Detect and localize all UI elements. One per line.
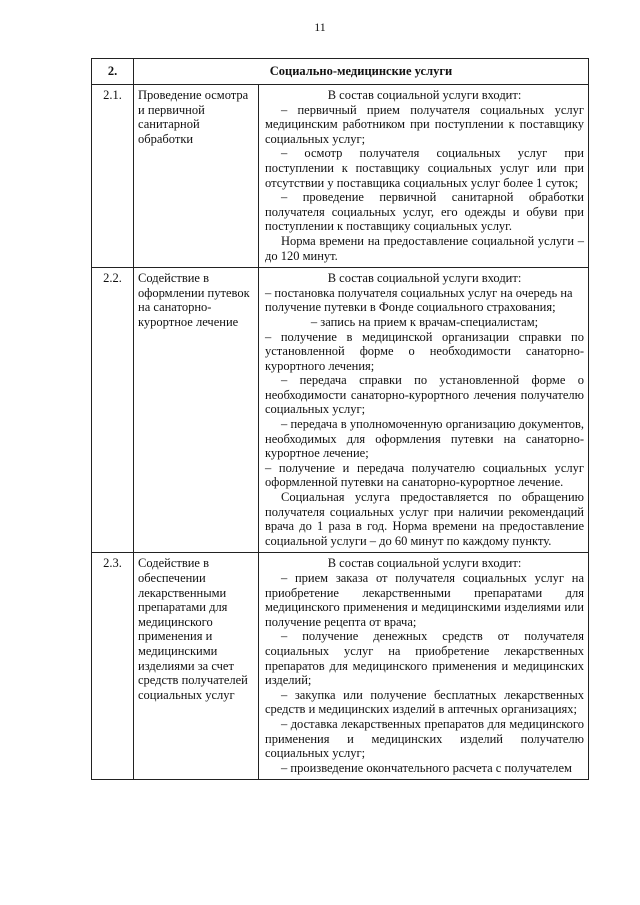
paragraph: – запись на прием к врачам-специалистам;: [310, 314, 539, 329]
paragraph: – получение и передача получателю социальных услуг оформленной путевки на санаторно-курортное лечение.: [265, 460, 584, 490]
paragraph: В состав социальной услуги входит:: [327, 556, 522, 571]
paragraph: – проведение первичной санитарной обработки получателя социальных услуг, его одежды и обуви при поступлении к поставщику социальных услуг.: [265, 190, 584, 234]
paragraph: – доставка лекарственных препаратов для медицинского применения и медицинских изделий получателю социальных услуг;: [265, 716, 584, 761]
paragraph: В состав социальной услуги входит:: [327, 88, 522, 102]
paragraph: – передача справки по установленной форме о необходимости санаторно-курортного лечения получателю социальных услуг;: [265, 373, 584, 417]
service-name: Содействие в обеспечении лекарственными препаратами для медицинского применения и медицинскими изделиями за счет средств получателей социальных услуг: [134, 553, 259, 780]
paragraph: Социальная услуга предоставляется по обращению получателя социальных услуг при наличии рекомендаций врача до 1 раза в год. Норма времени на предоставление социальной услуги – до 60 минут по каждому пункту.: [265, 490, 584, 548]
paragraph: – произведение окончательного расчета с получателем: [281, 760, 572, 775]
paragraph: Норма времени на предоставление социальной услуги – до 120 минут.: [265, 233, 584, 263]
paragraph: – передача в уполномоченную организацию документов, необходимых для оформления путевки на санаторно-курортное лечение;: [265, 417, 584, 461]
paragraph: – закупка или получение бесплатных лекарственных средств и медицинских изделий в аптечных организациях;: [265, 687, 584, 717]
paragraph: – первичный прием получателя социальных услуг медицинским работником при поступлении к поставщику социальных услуг;: [265, 102, 584, 146]
paragraph: – получение в медицинской организации справки по установленной форме о необходимости санаторно-курортного лечения;: [265, 329, 584, 373]
table-row: [92, 268, 589, 553]
service-number: 2.3.: [92, 553, 134, 780]
service-content: [259, 85, 589, 268]
section-number: 2.: [92, 59, 134, 85]
section-header-row: [92, 59, 589, 85]
section-title: Социально-медицинские услуги: [134, 59, 589, 85]
service-content: [259, 268, 589, 553]
service-name: Проведение осмотра и первичной санитарной обработки: [134, 85, 259, 268]
paragraph: – постановка получателя социальных услуг на очередь на получение путевки в Фонде социального страхования;: [265, 285, 573, 315]
paragraph: В состав социальной услуги входит:: [327, 271, 522, 286]
services-table: [91, 58, 589, 780]
service-content: [259, 553, 589, 780]
page-number: 11: [314, 20, 326, 34]
service-number: 2.1.: [92, 85, 134, 268]
service-number: 2.2.: [92, 268, 134, 553]
paragraph: – получение денежных средств от получателя социальных услуг на приобретение лекарственных препаратов для медицинского применения и медицинских изделий;: [265, 629, 584, 688]
service-name: Содействие в оформлении путевок на санаторно-курортное лечение: [134, 268, 259, 553]
paragraph: – осмотр получателя социальных услуг при поступлении к поставщику социальных услуг или при отсутствии у поставщика социальных услуг более 1 суток;: [265, 146, 584, 190]
table-row: [92, 553, 589, 780]
table-row: [92, 85, 589, 268]
paragraph: – прием заказа от получателя социальных услуг на приобретение лекарственными препаратами для медицинского применения и медицинскими изделиями или получение рецепта от врача;: [265, 571, 584, 629]
